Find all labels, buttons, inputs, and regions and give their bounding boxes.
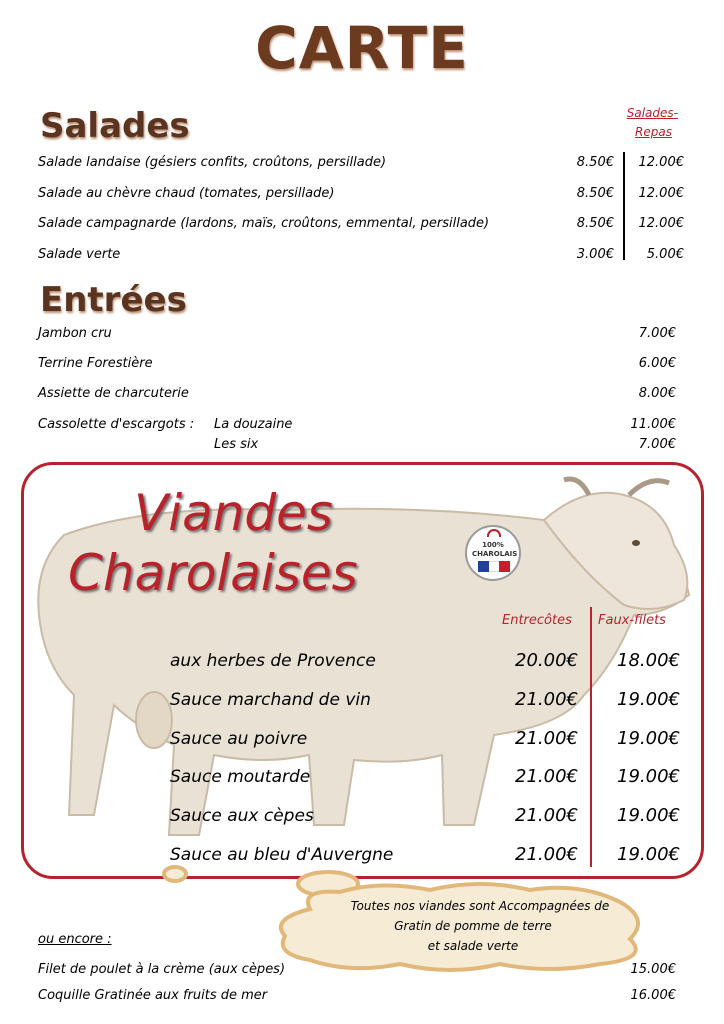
- viande-item-name: Sauce moutarde: [170, 767, 311, 787]
- encore-item-price: 15.00€: [630, 962, 676, 977]
- viande-item-entrecote: 21.00€: [515, 728, 578, 749]
- viande-item-entrecote: 21.00€: [515, 689, 578, 710]
- salade-item-price: 8.50€: [576, 155, 614, 170]
- page-title: CARTE: [255, 14, 469, 82]
- viandes-separator: [590, 607, 592, 867]
- charolais-badge: [465, 525, 521, 581]
- viandes-title-line-2: Charolaises: [68, 544, 358, 602]
- encore-heading: ou encore :: [38, 932, 112, 947]
- viande-item-name: Sauce aux cèpes: [170, 806, 314, 826]
- entree-item-sub-option: Les six: [214, 437, 259, 452]
- entree-item-price: 8.00€: [638, 386, 676, 401]
- salade-item-price-repas: 5.00€: [646, 247, 684, 262]
- viande-item-fauxfilet: 19.00€: [617, 728, 680, 749]
- note-line-3: et salade verte: [427, 939, 519, 953]
- encore-item-price: 16.00€: [630, 988, 676, 1003]
- salade-item-price-repas: 12.00€: [638, 216, 684, 231]
- salades-heading: Salades: [40, 106, 190, 146]
- salade-item-name: Salade au chèvre chaud (tomates, persillade): [38, 186, 335, 201]
- encore-item-name: Coquille Gratinée aux fruits de mer: [38, 988, 268, 1003]
- viande-item-entrecote: 20.00€: [515, 650, 578, 671]
- badge-label: 100% CHAROLAIS: [472, 541, 518, 558]
- viandes-col-fauxfilets: Faux-filets: [598, 613, 666, 628]
- viande-item-name: aux herbes de Provence: [170, 651, 376, 671]
- french-flag-icon: [478, 561, 510, 572]
- viande-item-fauxfilet: 19.00€: [617, 844, 680, 865]
- entree-item-price: 6.00€: [638, 356, 676, 371]
- viande-item-fauxfilet: 19.00€: [617, 689, 680, 710]
- salade-item-price-repas: 12.00€: [638, 186, 684, 201]
- entree-item-price: 7.00€: [638, 326, 676, 341]
- salade-item-price: 3.00€: [576, 247, 614, 262]
- entree-item-name: Assiette de charcuterie: [38, 386, 189, 401]
- viandes-box: [21, 462, 704, 879]
- salade-item-name: Salade campagnarde (lardons, maïs, croûtons, emmental, persillade): [38, 216, 490, 231]
- salade-item-price: 8.50€: [576, 186, 614, 201]
- entrees-heading: Entrées: [40, 280, 187, 320]
- encore-item-name: Filet de poulet à la crème (aux cèpes): [38, 962, 286, 977]
- salade-item-price: 8.50€: [576, 216, 614, 231]
- entree-item-name: Cassolette d'escargots :: [38, 417, 195, 432]
- viande-item-entrecote: 21.00€: [515, 805, 578, 826]
- entree-item-price: 11.00€: [630, 417, 676, 432]
- viande-item-name: Sauce marchand de vin: [170, 690, 371, 710]
- viande-item-fauxfilet: 19.00€: [617, 766, 680, 787]
- note-line-1: Toutes nos viandes sont Accompagnées de: [350, 899, 610, 913]
- viande-item-fauxfilet: 19.00€: [617, 805, 680, 826]
- viande-item-fauxfilet: 18.00€: [617, 650, 680, 671]
- entree-item-name: Terrine Forestière: [38, 356, 153, 371]
- salade-item-name: Salade verte: [38, 247, 121, 262]
- viandes-title-line-1: Viandes: [134, 484, 333, 542]
- note-line-2: Gratin de pomme de terre: [394, 919, 552, 933]
- salades-col-head-2: Repas: [635, 125, 672, 139]
- viande-item-name: Sauce au poivre: [170, 729, 308, 749]
- salade-item-name: Salade landaise (gésiers confits, croûtons, persillade): [38, 155, 387, 170]
- horns-icon: [487, 529, 501, 537]
- salades-col-head-1: Salades-: [626, 106, 678, 120]
- viandes-col-entrecotes: Entrecôtes: [502, 613, 572, 628]
- viande-item-name: Sauce au bleu d'Auvergne: [170, 845, 394, 865]
- salade-item-price-repas: 12.00€: [638, 155, 684, 170]
- viande-item-entrecote: 21.00€: [515, 766, 578, 787]
- entree-item-name: Jambon cru: [38, 326, 112, 341]
- entree-item-sub-option: La douzaine: [214, 417, 293, 432]
- viande-item-entrecote: 21.00€: [515, 844, 578, 865]
- entree-item-price: 7.00€: [638, 437, 676, 452]
